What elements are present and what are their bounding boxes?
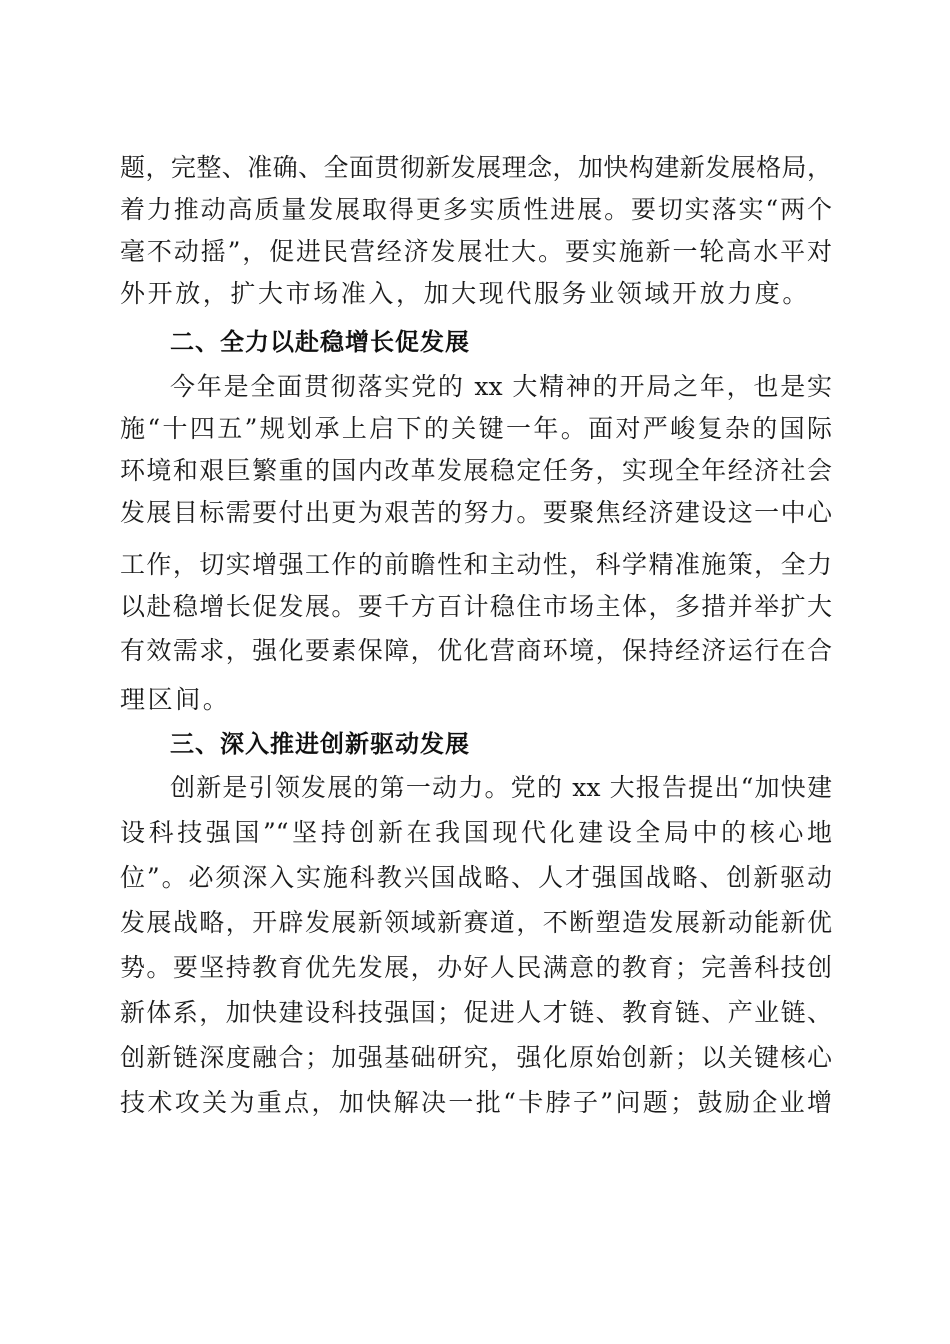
section-heading: 二、全力以赴稳增长促发展 <box>170 328 470 356</box>
paragraph-line: 工作，切实增强工作的前瞻性和主动性，科学精准施策，全力 <box>120 550 832 579</box>
paragraph-line: 技术攻关为重点，加快解决一批“卡脖子”问题；鼓励企业增 <box>120 1088 832 1117</box>
paragraph-line: 环境和艰巨繁重的国内改革发展稳定任务，实现全年经济社会 <box>120 456 832 485</box>
paragraph-line: 毫不动摇”，促进民营经济发展壮大。要实施新一轮高水平对 <box>120 237 832 266</box>
paragraph-line: 今年是全面贯彻落实党的 xx 大精神的开局之年，也是实 <box>170 372 832 401</box>
paragraph-line: 施“十四五”规划承上启下的关键一年。面对严峻复杂的国际 <box>120 414 832 443</box>
paragraph-line: 新体系，加快建设科技强国；促进人才链、教育链、产业链、 <box>120 998 832 1027</box>
paragraph-line: 理区间。 <box>120 685 231 714</box>
paragraph-line: 设科技强国”“坚持创新在我国现代化建设全局中的核心地 <box>120 818 832 847</box>
paragraph-line: 势。要坚持教育优先发展，办好人民满意的教育；完善科技创 <box>120 953 832 982</box>
paragraph-line: 题，完整、准确、全面贯彻新发展理念，加快构建新发展格局， <box>120 153 832 182</box>
paragraph-line: 外开放，扩大市场准入，加大现代服务业领域开放力度。 <box>120 279 811 308</box>
paragraph-line: 创新是引领发展的第一动力。党的 xx 大报告提出“加快建 <box>170 773 832 802</box>
paragraph-line: 有效需求，强化要素保障，优化营商环境，保持经济运行在合 <box>120 636 832 665</box>
paragraph-line: 以赴稳增长促发展。要千方百计稳住市场主体，多措并举扩大 <box>120 592 832 621</box>
paragraph-line: 着力推动高质量发展取得更多实质性进展。要切实落实“两个 <box>120 195 832 224</box>
section-heading: 三、深入推进创新驱动发展 <box>170 730 470 758</box>
paragraph-line: 创新链深度融合；加强基础研究，强化原始创新；以关键核心 <box>120 1043 832 1072</box>
paragraph-line: 位”。必须深入实施科教兴国战略、人才强国战略、创新驱动 <box>120 863 832 892</box>
paragraph-line: 发展战略，开辟发展新领域新赛道，不断塑造发展新动能新优 <box>120 908 832 937</box>
paragraph-line: 发展目标需要付出更为艰苦的努力。要聚焦经济建设这一中心 <box>120 498 832 527</box>
